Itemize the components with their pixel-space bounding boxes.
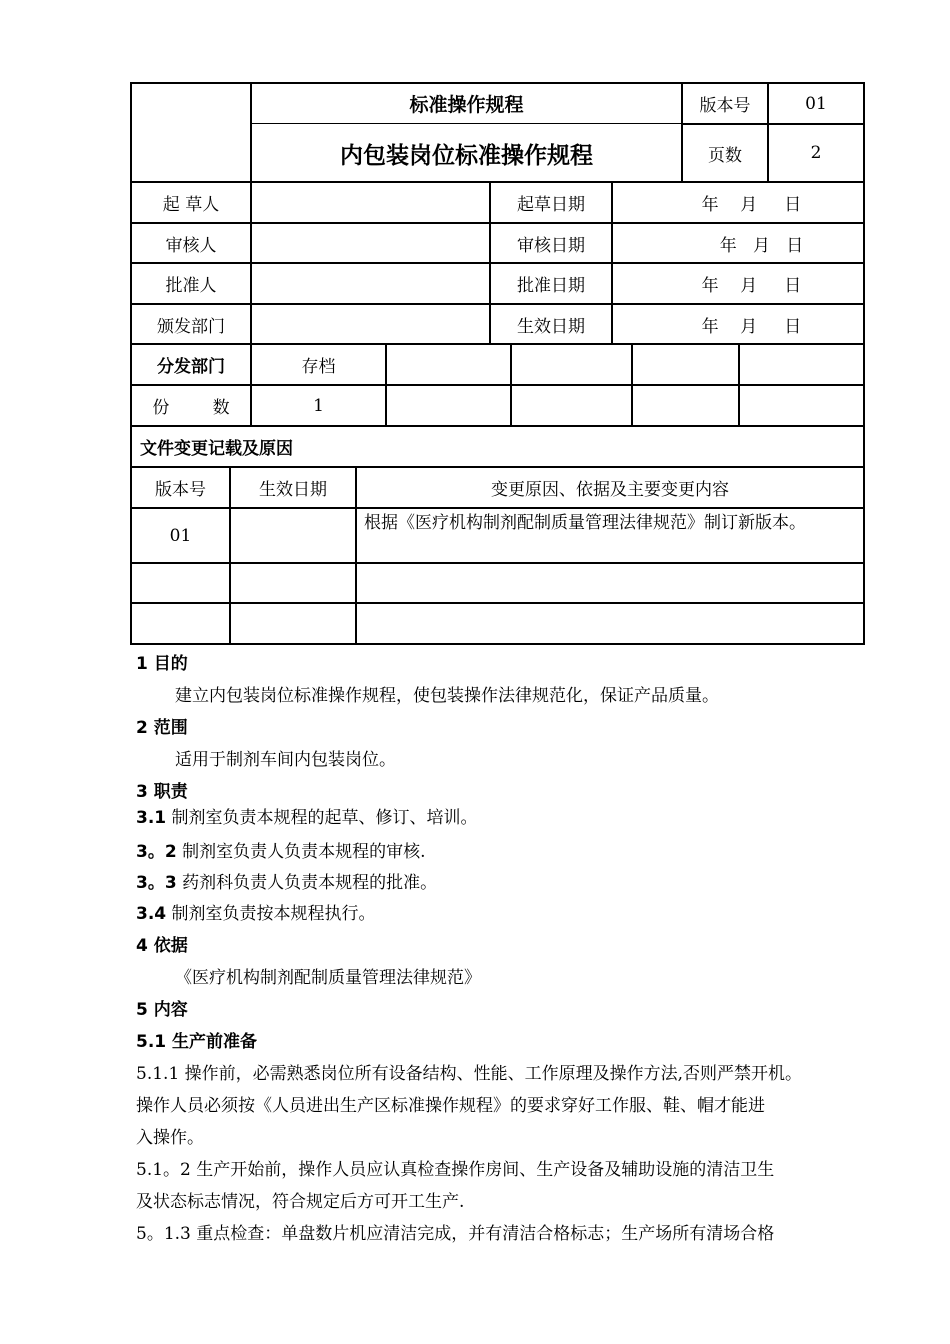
divider	[130, 562, 865, 564]
paragraph-5-1-1-line-3: 入操作。	[136, 1128, 204, 1148]
item-text: 制剂室负责按本规程执行。	[166, 904, 376, 924]
effective-date-label: 生效日期	[517, 316, 585, 337]
paragraph-5-1-1-line-2: 操作人员必须按《人员进出生产区标准操作规程》的要求穿好工作服、鞋、帽才能进	[136, 1096, 765, 1116]
item-text: 制剂室负责人负责本规程的审核.	[176, 842, 426, 862]
review-date-value: 年 月 日	[719, 235, 804, 256]
item-text: 药剂科负责人负责本规程的批准。	[176, 873, 438, 893]
approve-date-label: 批准日期	[517, 276, 585, 296]
paragraph-5-1-1-line-1: 5.1.1 操作前，必需熟悉岗位所有设备结构、性能、工作原理及操作方法,否则严禁开机。	[136, 1064, 803, 1084]
item-number: 3.1	[136, 808, 167, 828]
item-number: 3。2	[136, 842, 177, 862]
section-1-text: 建立内包装岗位标准操作规程，使包装操作法律规范化，保证产品质量。	[175, 686, 719, 706]
section-1-title: 1 目的	[136, 654, 188, 674]
item-text: 制剂室负责本规程的起草、修订、培训。	[166, 808, 478, 828]
change-log-header-content: 变更原因、依据及主要变更内容	[491, 480, 729, 500]
paragraph-5-1-2-line-2: 及状态标志情况，符合规定后方可开工生产.	[136, 1192, 465, 1212]
pages-label: 页数	[708, 145, 742, 166]
draft-date-label: 起草日期	[517, 195, 585, 215]
draft-date-value: 年 月 日	[701, 195, 802, 215]
section-3-item	[136, 840, 425, 864]
divider	[250, 123, 682, 124]
divider	[130, 602, 865, 604]
pages-value: 2	[810, 143, 822, 163]
drafter-label: 起 草人	[162, 195, 220, 215]
section-3-title: 3 职责	[136, 782, 188, 802]
approver-label: 批准人	[165, 276, 217, 296]
section-2-text: 适用于制剂车间内包装岗位。	[175, 750, 396, 770]
paragraph-5-1-2-line-1: 5.1。2 生产开始前，操作人员应认真检查操作房间、生产设备及辅助设施的清洁卫生	[136, 1160, 775, 1180]
section-2-title: 2 范围	[136, 718, 188, 738]
version-label: 版本号	[699, 96, 751, 116]
change-log-title: 文件变更记载及原因	[140, 439, 293, 459]
paragraph-5-1-3-line-1: 5。1.3 重点检查：单盘数片机应清洁完成，并有清洁合格标志；生产场所有清场合格	[136, 1224, 775, 1244]
change-log-header-version: 版本号	[155, 480, 206, 500]
table-border-bottom	[130, 643, 865, 645]
section-4-text: 《医疗机构制剂配制质量管理法律规范》	[175, 968, 481, 988]
doc-title: 内包装岗位标准操作规程	[340, 142, 593, 169]
table-border-right	[863, 82, 865, 645]
issuing-dept-label: 颁发部门	[157, 316, 225, 337]
section-3-item	[136, 902, 376, 926]
approve-date-value: 年 月 日	[701, 276, 802, 296]
reviewer-label: 审核人	[165, 235, 217, 256]
distribution-dept-label: 分发部门	[157, 357, 225, 377]
change-log-header-date: 生效日期	[259, 480, 327, 500]
doc-type: 标准操作规程	[409, 94, 524, 116]
section-5-title: 5 内容	[136, 1000, 188, 1020]
change-log-row-date	[231, 509, 355, 562]
item-number: 3。3	[136, 873, 177, 893]
section-4-title: 4 依据	[136, 936, 188, 956]
version-value: 01	[805, 93, 827, 114]
distribution-dept-value: 存档	[301, 357, 336, 377]
section-3-item	[136, 871, 437, 895]
section-3-item	[136, 806, 478, 830]
review-date-label: 审核日期	[517, 235, 585, 256]
copies-label: 份 数	[152, 398, 230, 418]
effective-date-value: 年 月 日	[701, 316, 802, 337]
change-log-row-version: 01	[169, 525, 192, 546]
copies-value: 1	[313, 395, 324, 416]
item-number: 3.4	[136, 904, 167, 924]
change-log-row-content: 根据《医疗机构制剂配制质量管理法律规范》制订新版本。	[364, 513, 806, 533]
section-5-1-title: 5.1 生产前准备	[136, 1032, 258, 1052]
